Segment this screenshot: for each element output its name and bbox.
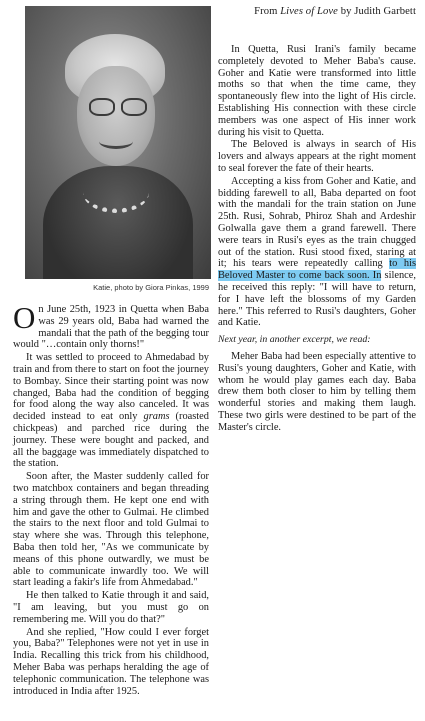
italic-term: grams	[143, 411, 170, 423]
paragraph: Meher Baba had been especially attentive to Rusi's young daughters, Goher and Katie, with whom he would play games each day. Baba drew them both closer to him by telling them wonderful stories and making them laugh. These two girls were destined to be part of the Master's circle.	[218, 350, 416, 433]
drop-cap: O	[13, 300, 36, 335]
paragraph: Soon after, the Master suddenly called for two matchbox containers and began threading a string through them. He kept one end with him and gave the other to Gulmai. He climbed the stairs to the next floor and told Gulmai to stay where she was. Through this telephone, Baba then told her, "As we communicate by means of this phone outwardly, we must be able to communicate inwardly too. We will start leading a fakir's life from Ahmedabad."	[13, 471, 209, 589]
left-body-text	[13, 300, 209, 697]
paragraph-text: Accepting a kiss from Goher and Katie, and bidding farewell to all, Baba departed on foot with the mandali for the train station on June 25th. Rusi, Sohrab, Phiroz Shah and Ardeshir Golwalla gave them a grand farewell. There were tears in Rusi's eyes as the train chugged out of the station. Rusi stood fixed, staring at it; his tears were repeatedly calling	[218, 175, 416, 270]
paragraph	[13, 352, 209, 470]
highlighted-text: to his Beloved Master to come back soon. In	[218, 258, 416, 282]
photo-face-shape	[77, 66, 155, 166]
paragraph-text: silence, he received this reply: "I will have to return, for I have left the blossoms of my Garden here." This referred to Rusi's daughters, Goher and Katie.	[218, 270, 416, 329]
photo-glasses-right	[121, 98, 147, 116]
source-header	[218, 6, 416, 17]
right-column	[218, 6, 416, 434]
header-prefix: From	[254, 6, 281, 17]
book-title: Lives of Love	[280, 6, 338, 17]
photo-necklace-shape	[83, 172, 149, 213]
header-author: by Judith Garbett	[337, 6, 416, 17]
photo-mouth-shape	[99, 134, 133, 149]
excerpt-intro: Next year, in another excerpt, we read:	[218, 334, 371, 346]
paragraph	[218, 176, 416, 329]
portrait-photo	[25, 6, 211, 279]
paragraph: He then talked to Katie through it and said, "I am leaving, but you must go on remembering me. Will you do that?"	[13, 590, 209, 625]
paragraph-text: It was settled to proceed to Ahmedabad by train and from there to start on foot the journey to Bombay. Since their starting point was now changed, Baba had the condition of begging for food along the way also canceled. It was decided instead to eat only	[13, 352, 209, 423]
paragraph: In Quetta, Rusi Irani's family became completely devoted to Meher Baba's cause. Goher and Katie were transformed into little moths so that when the time came, they spontaneously flew into the light of His circle. Establishing His connection with these circle members was one aspect of His inner work during his visit to Quetta.	[218, 44, 416, 138]
photo-glasses-left	[89, 98, 115, 116]
left-column	[13, 6, 209, 697]
paragraph-opening	[13, 300, 209, 351]
paragraph-opening-text: n June 25th, 1923 in Quetta when Baba was 29 years old, Baba had warned the mandali that the path of the begging tour would "…contain only thorns!"	[13, 304, 209, 351]
paragraph: The Beloved is always in search of His lovers and always appears at the right moment to seal forever the fate of their hearts.	[218, 139, 416, 174]
paragraph: And she replied, "How could I ever forget you, Baba?" Telephones were not yet in use in India. Recalling this trick from his childhood, Meher Baba was perhaps heralding the age of telephonic communication. The telephone was introduced in India after 1925.	[13, 626, 209, 697]
paragraph-text: (roasted chickpeas) and parched rice during the journey. These were bought and packed, and all the baggage was immediately dispatched to the station.	[13, 411, 209, 470]
photo-caption: Katie, photo by Giora Pinkas, 1999	[93, 283, 209, 292]
